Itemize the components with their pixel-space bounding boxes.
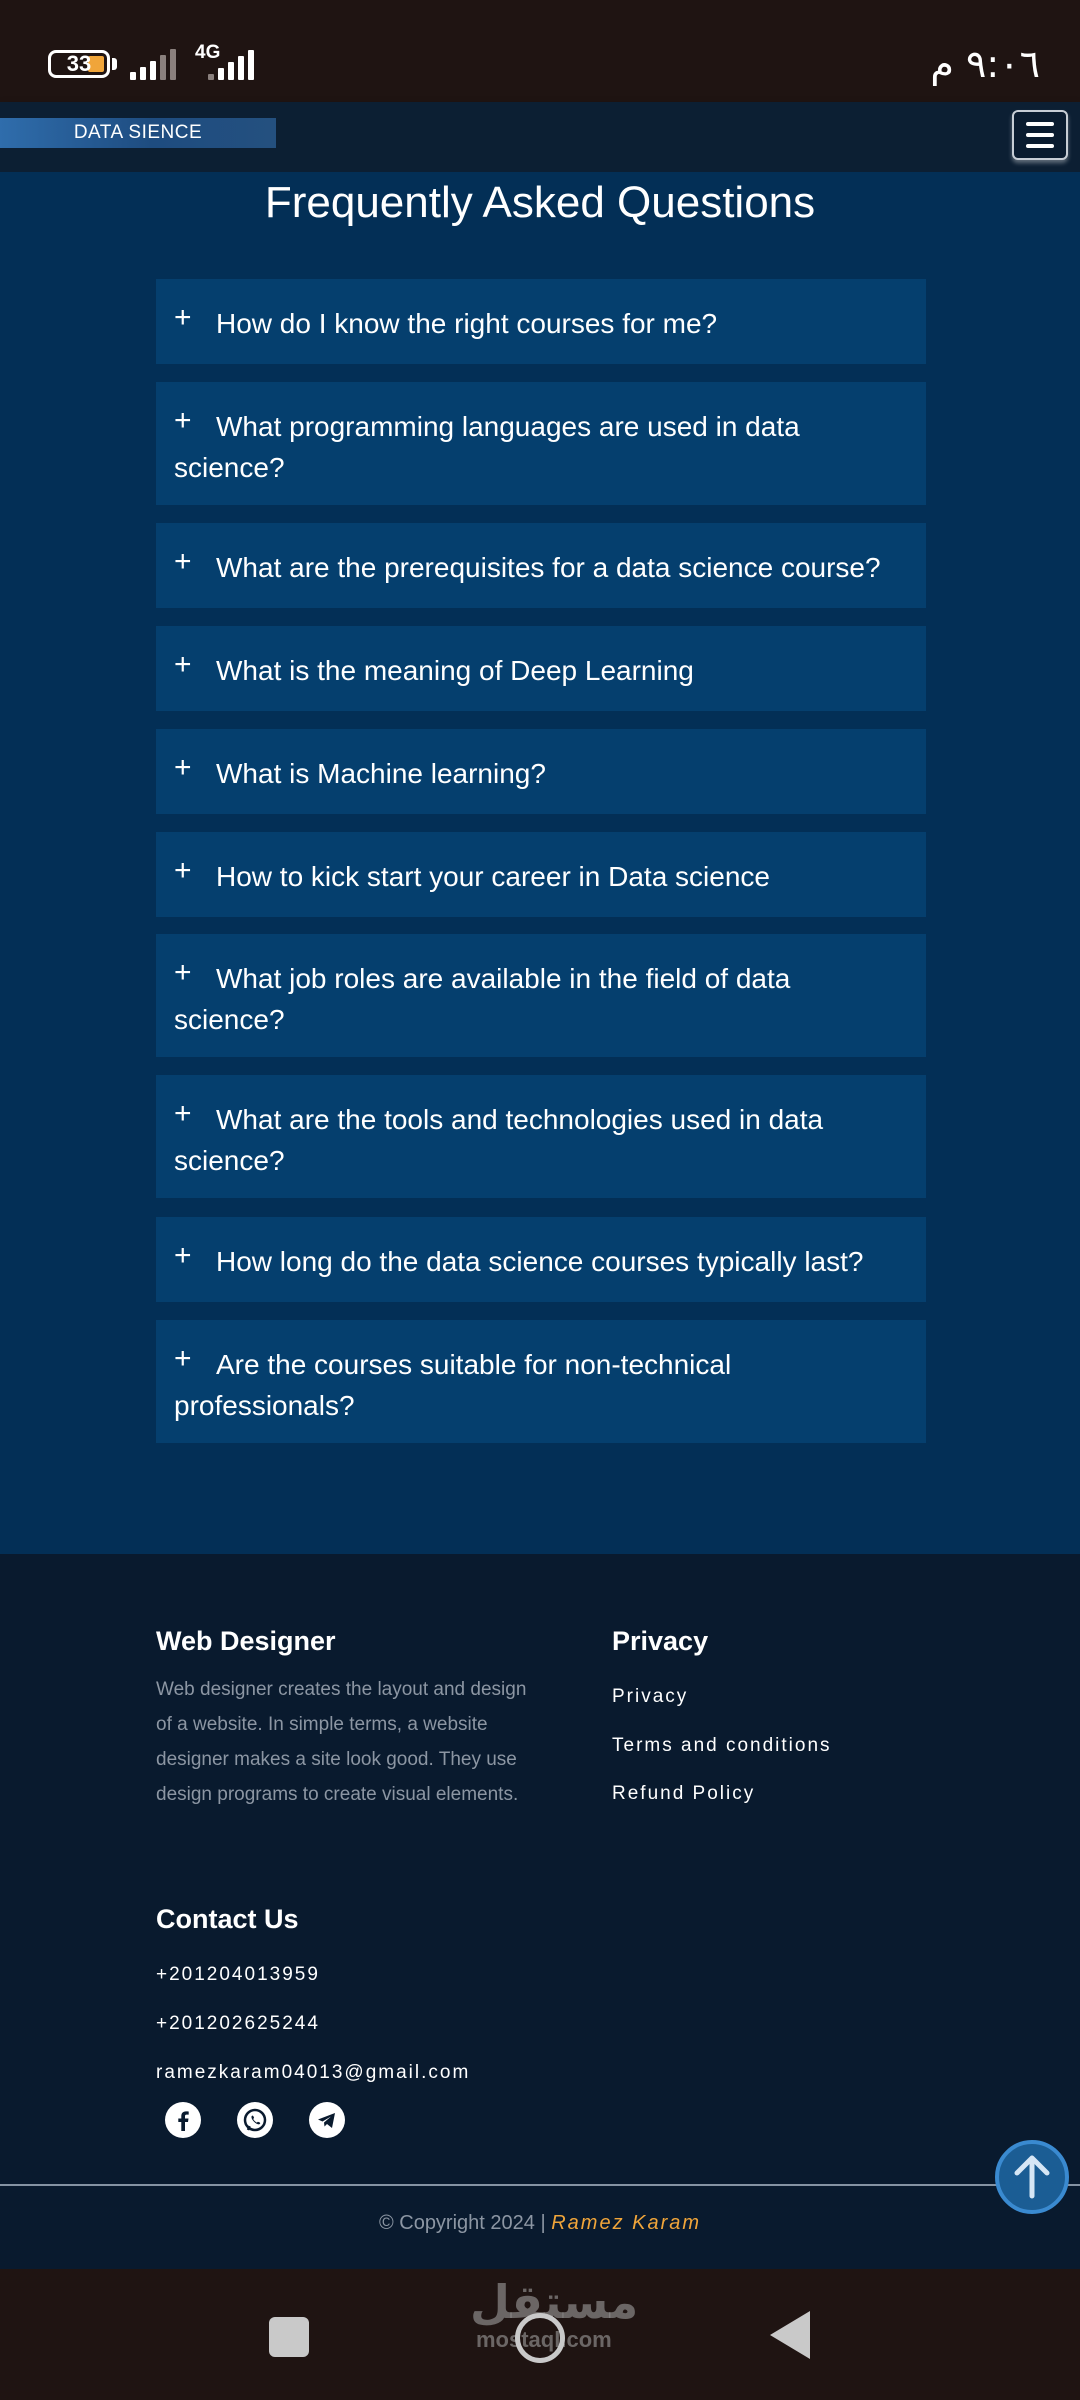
watermark-logo: مستقل — [470, 2275, 639, 2329]
faq-question: What job roles are available in the field of data science? — [174, 963, 791, 1035]
footer-about-heading: Web Designer — [156, 1626, 336, 1656]
plus-icon: + — [174, 545, 192, 578]
faq-item[interactable] — [156, 1075, 926, 1198]
faq-question: How to kick start your career in Data science — [216, 861, 770, 892]
back-button[interactable] — [770, 2311, 810, 2359]
top-navbar — [0, 102, 1080, 172]
faq-item[interactable] — [156, 382, 926, 505]
arrow-up-icon — [999, 2144, 1065, 2210]
faq-item[interactable] — [156, 832, 926, 917]
faq-section — [0, 172, 1080, 1554]
footer — [0, 1554, 1080, 2269]
faq-question: What are the tools and technologies used in data science? — [174, 1104, 824, 1176]
plus-icon: + — [174, 956, 192, 989]
home-button[interactable] — [515, 2313, 565, 2363]
faq-title: Frequently Asked Questions — [264, 178, 816, 227]
faq-item[interactable] — [156, 626, 926, 711]
telegram-icon[interactable] — [309, 2102, 345, 2138]
whatsapp-icon[interactable] — [237, 2102, 273, 2138]
refund-policy-link[interactable]: Refund Policy — [612, 1783, 756, 1804]
faq-item[interactable] — [156, 523, 926, 608]
system-navbar — [0, 2269, 1080, 2400]
clock: ٩:٠٦ م — [930, 42, 1040, 86]
faq-question: What is the meaning of Deep Learning — [216, 655, 694, 686]
faq-item[interactable] — [156, 1320, 926, 1443]
plus-icon: + — [174, 751, 192, 784]
faq-item[interactable] — [156, 1217, 926, 1302]
plus-icon: + — [174, 301, 192, 334]
network-type: 4G — [195, 42, 221, 63]
terms-link[interactable]: Terms and conditions — [612, 1735, 832, 1756]
footer-about-text: Web designer creates the layout and design of a website. In simple terms, a website designer makes a site look good. They use design programs to create visual elements. — [156, 1679, 527, 1805]
faq-item[interactable] — [156, 279, 926, 364]
faq-question: What is Machine learning? — [216, 758, 546, 789]
brand-name: DATA SIENCE — [73, 122, 203, 143]
battery-icon — [48, 50, 110, 78]
plus-icon: + — [174, 1097, 192, 1130]
faq-question: Are the courses suitable for non-technical professionals? — [174, 1349, 732, 1421]
email-link[interactable]: ramezkaram04013@gmail.com — [156, 2062, 471, 2083]
battery-level: 33 — [66, 51, 92, 76]
signal-icon-2 — [208, 48, 258, 80]
plus-icon: + — [174, 854, 192, 887]
faq-question: What programming languages are used in data science? — [174, 411, 800, 483]
copyright-text: © Copyright 2024 | — [378, 2212, 546, 2234]
plus-icon: + — [174, 1239, 192, 1272]
scroll-to-top-button[interactable] — [995, 2140, 1069, 2214]
faq-question: How do I know the right courses for me? — [216, 308, 718, 339]
phone-link-1[interactable]: +201204013959 — [156, 1964, 320, 1985]
plus-icon: + — [174, 648, 192, 681]
faq-item[interactable] — [156, 934, 926, 1057]
copyright-author[interactable]: Ramez Karam — [551, 2212, 702, 2234]
facebook-icon[interactable] — [165, 2102, 201, 2138]
faq-item[interactable] — [156, 729, 926, 814]
faq-question: What are the prerequisites for a data science course? — [216, 552, 881, 583]
plus-icon: + — [174, 404, 192, 437]
signal-icon — [130, 48, 180, 80]
copyright — [0, 2212, 1080, 2235]
recent-apps-button[interactable] — [269, 2317, 309, 2357]
footer-contact-heading: Contact Us — [156, 1904, 299, 1934]
faq-question: How long do the data science courses typically last? — [216, 1246, 864, 1277]
watermark-url: mostaql.com — [476, 2327, 612, 2352]
menu-button[interactable] — [1012, 110, 1068, 160]
footer-divider — [0, 2184, 1080, 2186]
privacy-link[interactable]: Privacy — [612, 1686, 689, 1707]
status-bar — [0, 0, 1080, 102]
footer-privacy-heading: Privacy — [612, 1626, 709, 1656]
phone-link-2[interactable]: +201202625244 — [156, 2013, 320, 2034]
plus-icon: + — [174, 1342, 192, 1375]
brand-logo[interactable] — [0, 118, 276, 148]
